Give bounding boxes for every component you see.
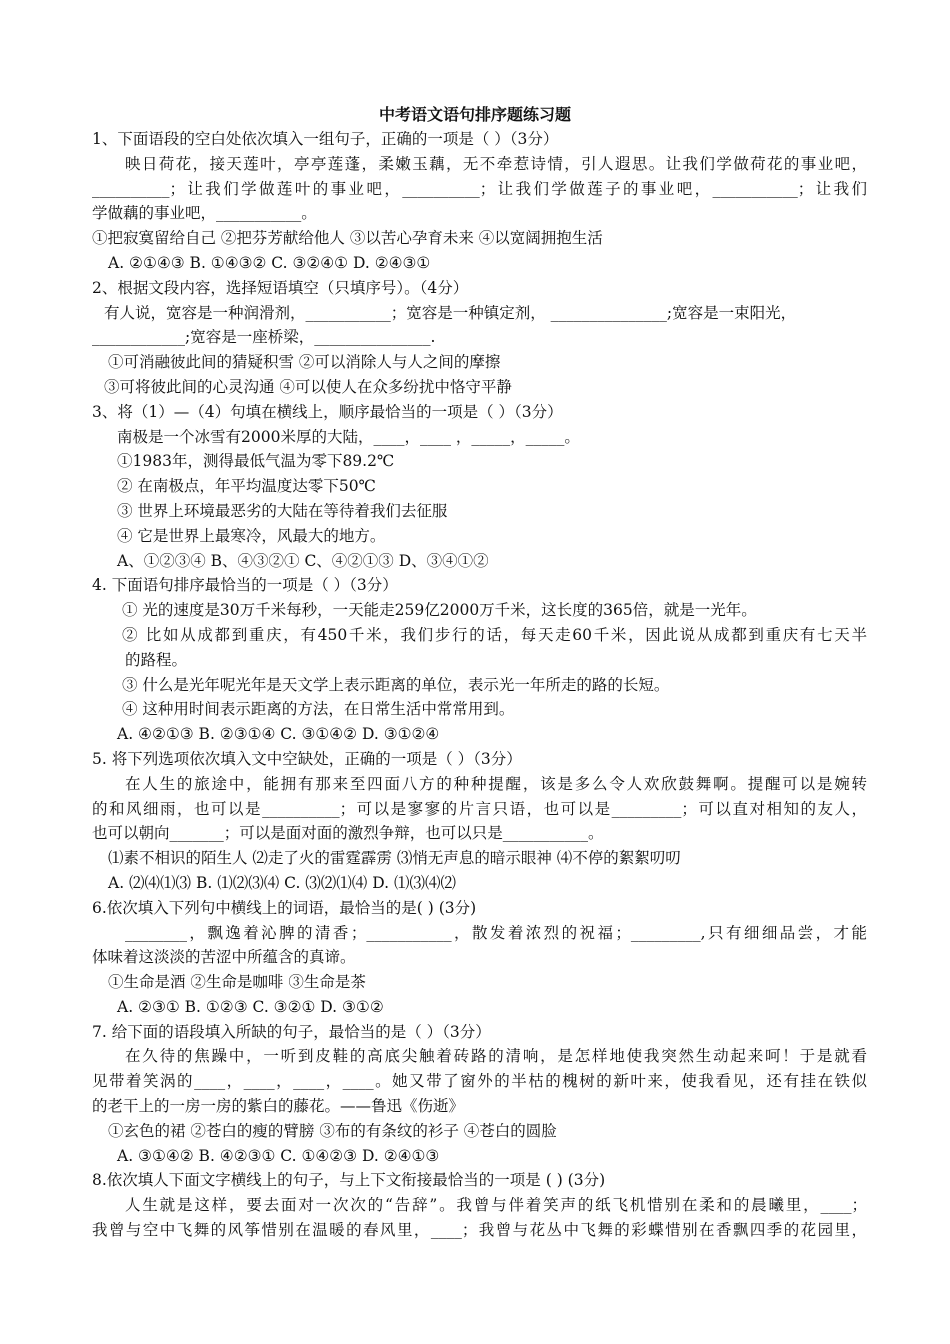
text-line: 在人生的旅途中，能拥有那来至四面八方的种种提醒，该是多么令人欢欣鼓舞啊。提醒可以是婉转 [125, 774, 867, 793]
text-line: 体味着这淡淡的苦涩中所蕴含的真谛。 [92, 948, 356, 967]
text-line: 人生就是这样，要去面对一次次的“告辞”。我曾与伴着笑声的纸飞机惜别在柔和的晨曦里，____； [125, 1196, 867, 1215]
text-line: A. ②①④③ B. ①④③② C. ③②④① D. ②④③① [108, 253, 431, 272]
text-line: 4. 下面语句排序最恰当的一项是（ ）（3分） [92, 576, 398, 595]
text-line: 南极是一个冰雪有2000米厚的大陆，____，____ ，_____，_____。 [117, 427, 580, 446]
text-line: ⑴素不相识的陌生人 ⑵走了火的雷霆霹雳 ⑶悄无声息的暗示眼神 ⑷不停的絮絮叨叨 [108, 849, 681, 868]
text-line: A. ④②①③ B. ②③①④ C. ③①④② D. ③①②④ [117, 725, 440, 744]
text-line: 映日荷花，接天莲叶，亭亭莲蓬，柔嫩玉藕，无不牵惹诗情，引人遐思。让我们学做荷花的事业吧， [125, 154, 867, 173]
text-line: 有人说，宽容是一种润滑剂，___________；宽容是一种镇定剂， _______________;宽容是一束阳光， [104, 303, 797, 322]
text-line: 8.依次填人下面文字横线上的句子，与上下文衔接最恰当的一项是 ( ) (3分) [92, 1171, 606, 1190]
text-line: ④ 这种用时间表示距离的方法，在日常生活中常常用到。 [122, 700, 515, 719]
text-line: ④ 它是世界上最寒冷，风最大的地方。 [117, 526, 386, 545]
text-line: A. ⑵⑷⑴⑶ B. ⑴⑵⑶⑷ C. ⑶⑵⑴⑷ D. ⑴⑶⑷⑵ [108, 873, 456, 892]
text-line: ①生命是酒 ②生命是咖啡 ③生命是茶 [108, 973, 366, 992]
text-line: 学做藕的事业吧，___________。 [92, 204, 317, 223]
text-line: A、①②③④ B、④③②① C、④②①③ D、③④①② [117, 551, 489, 570]
text-line: ③可将彼此间的心灵沟通 ④可以使人在众多纷扰中恪守平静 [104, 377, 512, 396]
text-line: A. ③①④② B. ④②③① C. ①④②③ D. ②④①③ [117, 1146, 440, 1165]
text-line: ① 光的速度是30万千米每秒，一天能走259亿2000万千米，这长度的365倍，就是一光年。 [122, 601, 757, 620]
text-line: 3、将（1）—（4）句填在横线上，顺序最恰当的一项是（ ）（3分） [92, 402, 563, 421]
text-line: __________；让我们学做莲叶的事业吧，__________；让我们学做莲子的事业吧，___________；让我们 [92, 179, 867, 198]
text-line: ② 比如从成都到重庆，有450千米，我们步行的话，每天走60千米，因此说从成都到重庆有七天半 [122, 625, 867, 644]
text-line: 6.依次填入下列句中横线上的词语，最恰当的是( ) (3分) [92, 898, 477, 917]
text-line: 2、根据文段内容，选择短语填空（只填序号）。（4分） [92, 278, 469, 297]
text-line: 7. 给下面的语段填入所缺的句子，最恰当的是（ ）（3分） [92, 1022, 491, 1041]
document-title: 中考语文语句排序题练习题 [378, 105, 571, 124]
document-body [92, 127, 867, 1243]
text-line: ①可消融彼此间的猜疑积雪 ②可以消除人与人之间的摩擦 [108, 353, 501, 372]
text-line: ② 在南极点，年平均温度达零下50℃ [117, 477, 376, 496]
text-line: ③ 世界上环境最恶劣的大陆在等待着我们去征服 [117, 501, 448, 520]
text-line: ____________;宽容是一座桥梁，_______________. [92, 328, 436, 347]
text-line: 1、下面语段的空白处依次填入一组句子，正确的一项是（ ）（3分） [92, 130, 559, 148]
text-line: 5. 将下列选项依次填入文中空缺处，正确的一项是（ ）（3分） [92, 749, 522, 768]
text-line: ①玄色的裙 ②苍白的瘦的臂膀 ③布的有条纹的衫子 ④苍白的圆脸 [108, 1121, 557, 1140]
text-line: A. ②③① B. ①②③ C. ③②① D. ③①② [117, 997, 384, 1016]
text-line: 的路程。 [125, 650, 188, 669]
text-line: ________，飘逸着沁脾的清香；___________，散发着浓烈的祝福；_________,只有细细品尝，才能 [125, 923, 867, 942]
text-line: ①把寂寞留给自己 ②把芬芳献给他人 ③以苦心孕育未来 ④以宽阔拥抱生活 [92, 229, 603, 248]
text-line: 见带着笑涡的____，____，____，____。她又带了窗外的半枯的槐树的新叶来，使我看见，还有挂在铁似 [92, 1072, 867, 1091]
text-line: ①1983年，测得最低气温为零下89.2℃ [117, 452, 395, 471]
text-line: 也可以朝向_______；可以是面对面的激烈争辩，也可以只是___________。 [92, 824, 604, 843]
text-line: 的和风细雨，也可以是__________；可以是寥寥的片言只语，也可以是_________；可以直对相知的友人， [92, 799, 867, 818]
text-line: 的老干上的一房一房的紫白的藤花。——鲁迅《伤逝》 [92, 1097, 465, 1116]
text-line: 在久待的焦躁中，一听到皮鞋的高底尖触着砖路的清响，是怎样地使我突然生动起来呵！于是就看 [125, 1047, 867, 1066]
text-line: ③ 什么是光年呢光年是天文学上表示距离的单位，表示光一年所走的路的长短。 [122, 675, 670, 694]
text-line: 我曾与空中飞舞的风筝惜别在温暖的春风里，____；我曾与花丛中飞舞的彩蝶惜别在香飘四季的花园里， [92, 1221, 867, 1240]
